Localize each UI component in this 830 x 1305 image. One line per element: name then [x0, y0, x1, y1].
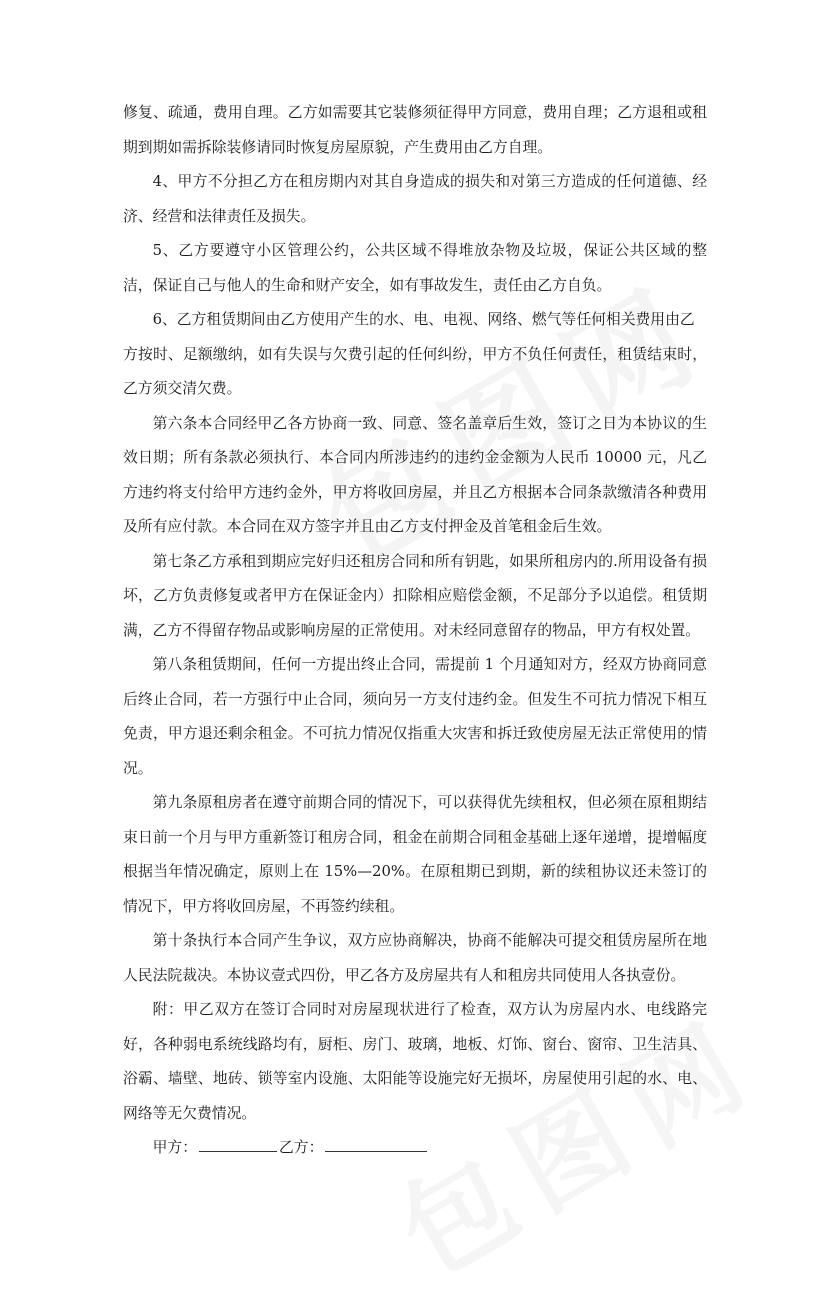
paragraph: 6、乙方租赁期间由乙方使用产生的水、电、电视、网络、燃气等任何相关费用由乙 — [152, 311, 695, 328]
party-b-signature-blank[interactable] — [325, 1137, 427, 1152]
signature-line — [123, 1131, 707, 1166]
paragraph: 第七条乙方承租到期应完好归还租房合同和所有钥匙，如果所租房内的.所用设备有损坏，乙方负责修复或者甲方在保证金内）扣除相应赔偿金额，不足部分予以追偿。租赁期满，乙方不得留存物品或影响房屋的正常使用。对未经同意留存的物品，甲方有权处置。 — [123, 552, 707, 639]
paragraph: 第八条租赁期间，任何一方提出终止合同，需提前 1 个月通知对方，经双方协商同意后终止合同，若一方强行中止合同，须向另一方支付违约金。但发生不可抗力情况下相互免责，甲方退还剩余租金。不可抗力情况仅指重大灾害和拆迁致使房屋无法正常使用的情况。 — [123, 656, 707, 777]
party-a-signature-blank[interactable] — [199, 1137, 277, 1152]
party-b-label: 乙方： — [279, 1139, 324, 1156]
paragraph: 5、乙方要遵守小区管理公约，公共区域不得堆放杂物及垃圾，保证公共区域的整洁，保证自己与他人的生命和财产安全，如有事故发生，责任由乙方自负。 — [123, 242, 707, 294]
paragraph: 第六条本合同经甲乙各方协商一致、同意、签名盖章后生效，签订之日为本协议的生效日期；所有条款必须执行、本合同内所涉违约的违约金金额为人民币 10000 元，凡乙方违约将支付给甲方违约金外，甲方将收回房屋，并且乙方根据本合同条款缴清各种费用及所有应付款。本合同在双方签字并且由乙方支付押金及首笔租金后生效。 — [123, 414, 707, 535]
paragraph: 附：甲乙双方在签订合同时对房屋现状进行了检查，双方认为房屋内水、电线路完好，各种弱电系统线路均有，厨柜、房门、玻璃，地板、灯饰、窗台、窗帘、卫生洁具、浴霸、墙壁、地砖、锁等室内设施、太阳能等设施完好无损坏，房屋使用引起的水、电、网络等无欠费情况。 — [123, 1001, 707, 1122]
paragraph: 4、甲方不分担乙方在租房期内对其自身造成的损失和对第三方造成的任何道德、经济、经营和法律责任及损失。 — [123, 173, 707, 225]
paragraph: 第十条执行本合同产生争议，双方应协商解决，协商不能解决可提交租赁房屋所在地人民法院裁决。本协议壹式四份，甲乙各方及房屋共有人和租房共同使用人各执壹份。 — [123, 932, 707, 984]
paragraph: 方按时、足额缴纳，如有失误与欠费引起的任何纠纷，甲方不负任何责任，租赁结束时，乙方须交清欠费。 — [123, 345, 707, 397]
document-body — [123, 96, 707, 1166]
paragraph: 第九条原租房者在遵守前期合同的情况下，可以获得优先续租权，但必须在原租期结束日前一个月与甲方重新签订租房合同，租金在前期合同租金基础上逐年递增，提增幅度根据当年情况确定，原则上在 15%—20%。在原租期已到期，新的续租协议还未签订的情况下，甲方将收回房屋，不再签约续租。 — [123, 794, 707, 915]
paragraph: 修复、疏通，费用自理。乙方如需要其它装修须征得甲方同意，费用自理；乙方退租或租期到期如需拆除装修请同时恢复房屋原貌，产生费用由乙方自理。 — [123, 104, 707, 156]
party-a-label: 甲方： — [152, 1139, 197, 1156]
